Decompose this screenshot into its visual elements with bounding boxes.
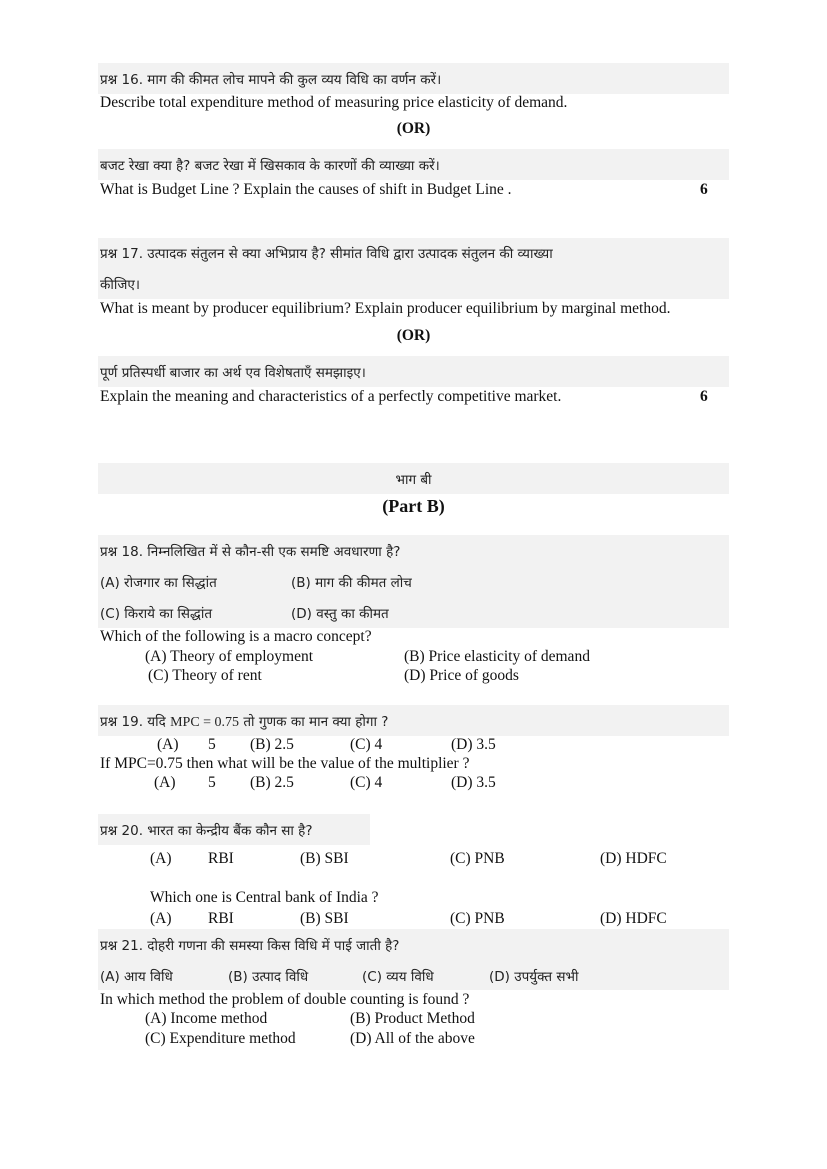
q18-english-text: Which of the following is a macro concept?	[100, 628, 372, 645]
q19-option-d: (D) 3.5	[451, 774, 496, 791]
q19-hindi-mpc: MPC = 0.75	[170, 715, 240, 730]
q19-hindi-suffix: तो गुणक का मान क्या होगा ?	[243, 714, 389, 730]
q19-hindi-option-a-label: (A)	[157, 736, 179, 753]
q21-hindi-option-b: (B) उत्पाद विधि	[228, 969, 309, 985]
q18-hindi-option-d: (D) वस्तु का कीमत	[291, 606, 389, 622]
q20-option-b: (B) SBI	[300, 910, 349, 927]
q20-hindi-option-d: (D) HDFC	[600, 850, 667, 867]
q20-option-d: (D) HDFC	[600, 910, 667, 927]
q16-marks: 6	[700, 181, 708, 198]
q19-hindi-option-a-value: 5	[208, 736, 216, 753]
q17-english-text: What is meant by producer equilibrium? Explain producer equilibrium by marginal method.	[100, 300, 671, 317]
q20-option-a-value: RBI	[208, 910, 234, 927]
q21-hindi-option-c: (C) व्यय विधि	[362, 969, 434, 985]
part-b-english-title: (Part B)	[382, 496, 445, 516]
q19-hindi-option-d: (D) 3.5	[451, 736, 496, 753]
q21-hindi-text: प्रश्न 21. दोहरी गणना की समस्या किस विधि में पाई जाती है?	[100, 938, 400, 954]
q21-option-c: (C) Expenditure method	[145, 1030, 296, 1047]
q19-english-text: If MPC=0.75 then what will be the value of the multiplier ?	[100, 755, 470, 772]
q19-option-b: (B) 2.5	[250, 774, 294, 791]
q18-hindi-option-c: (C) किराये का सिद्धांत	[100, 606, 213, 622]
q20-hindi-option-b: (B) SBI	[300, 850, 349, 867]
q21-english-text: In which method the problem of double counting is found ?	[100, 991, 470, 1008]
q17-alt-hindi-text: पूर्ण प्रतिस्पर्धी बाजार का अर्थ एव विशेषताएँ समझाइए।	[100, 365, 366, 381]
q20-hindi-option-a-label: (A)	[150, 850, 172, 867]
q18-hindi-text: प्रश्न 18. निम्नलिखित में से कौन-सी एक समष्टि अवधारणा है?	[100, 544, 401, 560]
q21-hindi-option-a: (A) आय विधि	[100, 969, 173, 985]
q19-option-c: (C) 4	[350, 774, 383, 791]
q17-hindi-line1: प्रश्न 17. उत्पादक संतुलन से क्या अभिप्राय है? सीमांत विधि द्वारा उत्पादक संतुलन की व्याख्या	[100, 246, 553, 262]
q17-hindi-line2: कीजिए।	[100, 277, 140, 293]
q16-alt-hindi-text: बजट रेखा क्या है? बजट रेखा में खिसकाव के कारणों की व्याख्या करें।	[100, 158, 440, 174]
q18-option-b: (B) Price elasticity of demand	[404, 648, 590, 665]
q19-hindi-prefix: प्रश्न 19. यदि	[100, 714, 166, 730]
q20-option-a-label: (A)	[150, 910, 172, 927]
q19-option-a-value: 5	[208, 774, 216, 791]
q21-option-b: (B) Product Method	[350, 1010, 475, 1027]
q16-alt-english-text: What is Budget Line ? Explain the causes of shift in Budget Line .	[100, 181, 512, 198]
q18-hindi-option-b: (B) माग की कीमत लोच	[291, 575, 412, 591]
q20-english-text: Which one is Central bank of India ?	[150, 889, 379, 906]
q19-hindi-option-b: (B) 2.5	[250, 736, 294, 753]
q19-option-a-label: (A)	[154, 774, 176, 791]
q21-option-d: (D) All of the above	[350, 1030, 475, 1047]
q20-hindi-option-a-value: RBI	[208, 850, 234, 867]
q17-alt-english-text: Explain the meaning and characteristics of a perfectly competitive market.	[100, 388, 562, 405]
q16-english-text: Describe total expenditure method of measuring price elasticity of demand.	[100, 94, 568, 111]
q21-option-a: (A) Income method	[145, 1010, 268, 1027]
q20-option-c: (C) PNB	[450, 910, 505, 927]
q16-hindi-text: प्रश्न 16. माग की कीमत लोच मापने की कुल व्यय विधि का वर्णन करें।	[100, 72, 442, 88]
part-b-hindi-title: भाग बी	[395, 472, 432, 488]
q18-option-d: (D) Price of goods	[404, 667, 519, 684]
q18-option-c: (C) Theory of rent	[148, 667, 262, 684]
q20-hindi-option-c: (C) PNB	[450, 850, 505, 867]
q21-hindi-option-d: (D) उपर्युक्त सभी	[489, 969, 579, 985]
q20-hindi-text: प्रश्न 20. भारत का केन्द्रीय बैंक कौन सा है?	[100, 823, 313, 839]
q17-marks: 6	[700, 388, 708, 405]
q19-hindi-text	[100, 713, 388, 732]
q19-hindi-option-c: (C) 4	[350, 736, 383, 753]
q17-or-separator: (OR)	[396, 327, 431, 344]
q18-hindi-option-a: (A) रोजगार का सिद्धांत	[100, 575, 217, 591]
q16-or-separator: (OR)	[396, 120, 431, 137]
q18-option-a: (A) Theory of employment	[145, 648, 314, 665]
